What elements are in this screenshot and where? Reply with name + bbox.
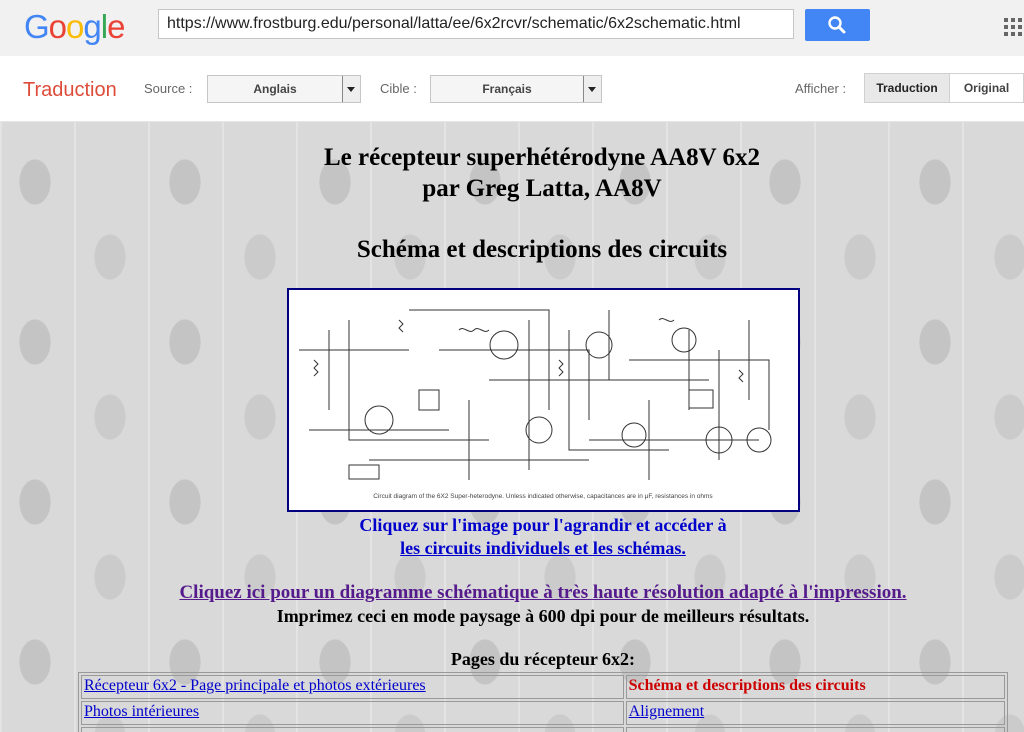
google-logo[interactable] <box>24 8 124 46</box>
main-page-link[interactable]: Récepteur 6x2 - Page principale et photos extérieures <box>84 677 426 694</box>
translate-title: Traduction <box>23 79 117 101</box>
search-icon <box>805 9 870 41</box>
original-view-button[interactable]: Original <box>949 73 1024 103</box>
alignment-link[interactable]: Alignement <box>628 703 705 720</box>
interior-photos-link[interactable]: Photos intérieures <box>84 703 200 720</box>
table-row <box>81 701 1005 725</box>
show-label: Afficher : <box>795 81 847 96</box>
empty-cell <box>81 727 624 732</box>
target-language-value: Français <box>482 82 532 96</box>
translate-toolbar <box>0 56 1024 122</box>
target-label: Cible : <box>380 81 417 96</box>
logo-letter: l <box>100 8 108 45</box>
google-header <box>0 0 1024 56</box>
enlarge-instruction: Cliquez sur l'image pour l'agrandir et accéder à <box>359 515 727 535</box>
chevron-down-icon[interactable] <box>342 76 360 102</box>
logo-letter: e <box>107 8 125 45</box>
logo-letter: g <box>83 8 101 45</box>
translation-view-button[interactable]: Traduction <box>864 73 950 103</box>
individual-circuits-link[interactable]: les circuits individuels et les schémas. <box>400 538 686 558</box>
pages-table <box>78 672 1008 732</box>
page-content <box>0 122 1024 732</box>
target-language-select[interactable] <box>430 75 602 103</box>
source-language-select[interactable] <box>207 75 361 103</box>
source-label: Source : <box>144 81 193 96</box>
current-page-label: Schéma et descriptions des circuits <box>626 675 1005 699</box>
logo-letter: o <box>48 8 67 45</box>
logo-letter: o <box>66 8 84 45</box>
pages-title: Pages du récepteur 6x2: <box>450 649 636 669</box>
schematic-caption: Circuit diagram of the 6X2 Super-heterodyne. Unless indicated otherwise, capacitances are in μF, resistances in ohms <box>373 493 713 500</box>
schematic-image[interactable] <box>287 288 800 512</box>
chevron-down-icon[interactable] <box>583 76 601 102</box>
logo-letter: G <box>24 8 49 45</box>
empty-cell <box>626 727 1005 732</box>
table-row <box>81 675 1005 699</box>
hires-schematic-link[interactable]: Cliquez ici pour un diagramme schématique à très haute résolution adapté à l'impression. <box>179 582 907 603</box>
source-language-value: Anglais <box>253 82 297 96</box>
print-tip: Imprimez ceci en mode paysage à 600 dpi pour de meilleurs résultats. <box>276 606 810 626</box>
schematic-drawing <box>289 290 798 510</box>
search-button[interactable] <box>805 9 870 41</box>
page-title-line1: Le récepteur superhétérodyne AA8V 6x2 <box>323 144 761 171</box>
page-title-line2: par Greg Latta, AA8V <box>422 175 662 202</box>
apps-grid-icon[interactable] <box>1004 18 1024 38</box>
page-subtitle: Schéma et descriptions des circuits <box>356 236 728 263</box>
table-row <box>81 727 1005 732</box>
url-input[interactable] <box>158 9 794 39</box>
